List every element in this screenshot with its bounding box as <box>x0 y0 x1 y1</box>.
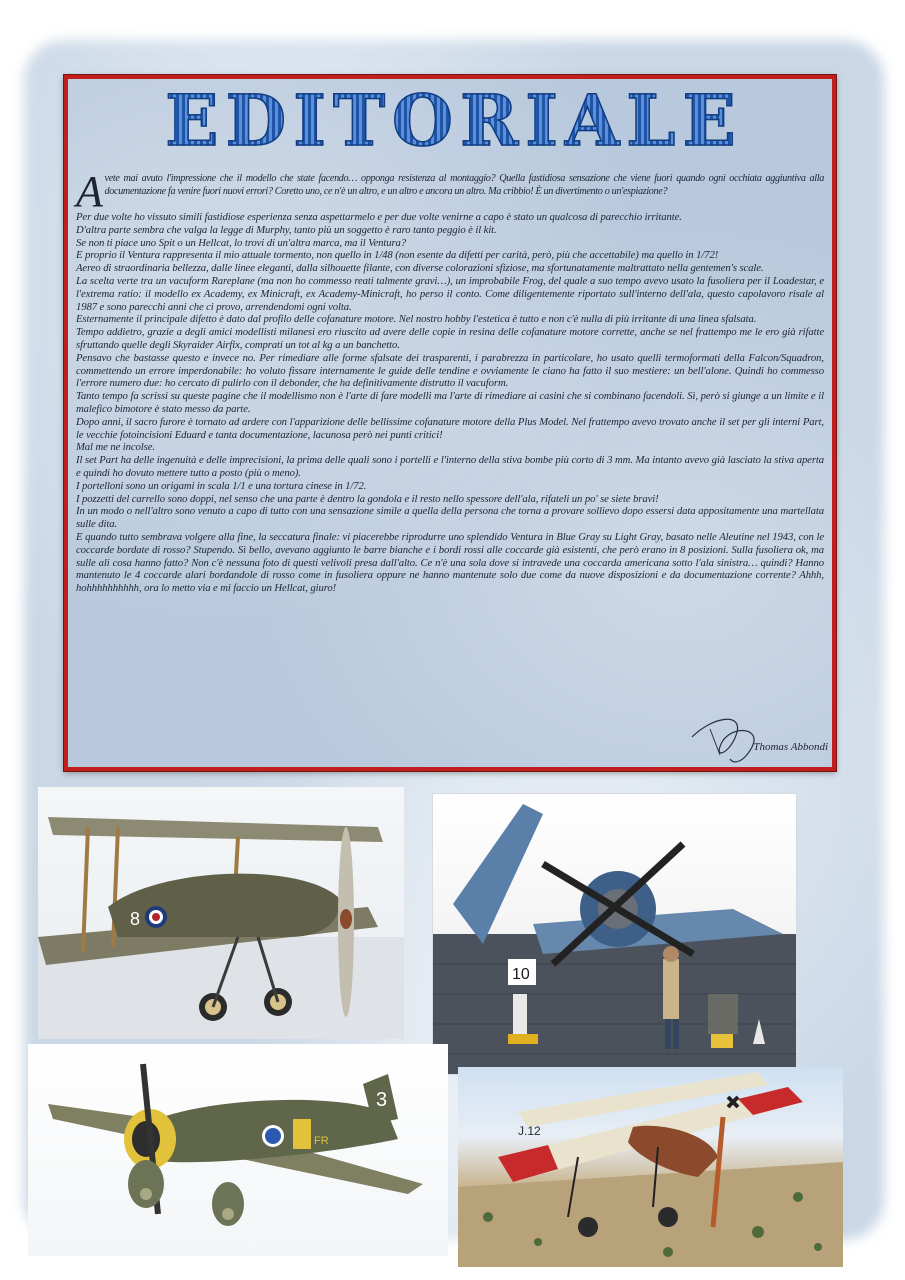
paragraph: Se non ti piace uno Spit o un Hellcat, lo trovi di un'altra marca, ma il Ventura? <box>76 236 407 249</box>
intro-text: vete mai avuto l'impressione che il modello che state facendo… opponga resistenza al montaggio? Quella fastidiosa sensazione che viene fuori quando ogni occhiata aggiuntiva alla documentazione fa venire fuori nuovi errori? Coretto uno, ce n'è un altro, e un altro e ancora un altro. Ma cribbio! È un divertimento o un'espiazione? <box>104 173 824 197</box>
paragraph: E proprio il Ventura rappresenta il mio attuale tormento, non quello in 1/48 (non esente da difetti per carità, però, più che accettabile) ma quello in 1/72! <box>76 249 719 262</box>
photo-corsair-diorama <box>432 793 797 1075</box>
paragraph: Dopo anni, il sacro furore è tornato ad ardere con l'apparizione delle bellissime cofanature motore della Plus Model. Nel frattempo avevo trovato anche il set per gli interni Part, le vecchie fotoincisioni Eduard e tanta documentazione, lacunosa però nei punti critici! <box>76 415 824 441</box>
corsair-diorama-icon <box>433 794 797 1075</box>
paragraph: I pozzetti del carrello sono doppi, nel senso che una parte è dentro la gondola e il resto nello spessore dell'ala, rifateli un po' se siete bravi! <box>76 492 659 505</box>
biplane-model-icon <box>38 787 404 1039</box>
paragraph: E quando tutto sembrava volgere alla fine, la seccatura finale: vi piacerebbe riprodurre uno splendido Ventura in Blue Gray su Light Gray, basato nelle Aleutine nel 1943, con le coccarde bordate di rosso? Stupendo. Sì bello, avevano aggiunto le barre bianche e i bordi rossi alle coccarde già esistenti, che però erano in 8 posizioni. Sulla fusoliera ok, ma sulle ali cosa hanno fatto? Non c'è nessuna foto di questi velivoli presa dall'alto. Ce n'è una sola dove si intravede una coccarda americana sotto l'ala sinistra… quindi? Hanno mantenuto le 4 coccarde alari bordandole di rosso come in fusoliera oppure ne hanno mantenute solo due come da nuove disposizioni e da documentazione corrente? Ahhh, hohhhhhhhhhh, ora lo metto via e mi faccio un Hellcat, giuro! <box>76 530 824 595</box>
paragraph: I portelloni sono un origami in scala 1/1 e una tortura cinese in 1/72. <box>76 479 367 492</box>
tail-number: 3 <box>376 1089 388 1111</box>
biplane-diorama-icon <box>458 1067 843 1267</box>
signature: Thomas Abbondi <box>753 741 828 753</box>
editorial-panel <box>64 75 836 771</box>
gear-number: 10 <box>512 966 530 983</box>
paragraph: Esternamente il principale difetto è dato dal profilo delle cofanature motore. Nel nostro hobby l'estetica è tutto e non c'è nulla di più irritante di una linea sfalsata. <box>76 313 757 326</box>
page-title: EDITORIALE <box>92 85 816 157</box>
signature-scribble-icon <box>682 707 772 767</box>
intro-paragraph <box>76 167 824 216</box>
fighter-model-icon <box>28 1044 448 1256</box>
fuselage-code: FR <box>314 1135 329 1147</box>
photo-biplane-model <box>38 787 404 1039</box>
paragraph: In un modo o nell'altro sono venuto a capo di tutto con una sensazione simile a quella della persona che torna a provare sollievo dopo essersi data appositamente una martellata sulle dita. <box>76 505 824 531</box>
paragraph: D'altra parte sembra che valga la legge di Murphy, tanto più un soggetto è raro tanto peggio è il kit. <box>76 223 497 236</box>
paragraph: Tanto tempo fa scrissi su queste pagine che il modellismo non è l'arte di fare modelli ma l'arte di rimediare ai casini che si combinano facendoli. Sì, però si giunge a un limite e il malefico bimotore è stato messo da parte. <box>76 390 824 415</box>
paragraph: Mal me ne incolse. <box>76 441 155 454</box>
paragraph: Per due volte ho vissuto simili fastidiose esperienza senza aspettarmelo e per due volte venirne a capo è stato un qualcosa di parecchio irritante. <box>76 211 682 223</box>
photo-fighter-model <box>28 1044 448 1256</box>
paragraph: La scelta verte tra un vacuform Rareplane (ma non ho commesso reati talmente gravi…), un improbabile Frog, del quale a suo tempo avevo usato la fusoliera per il Loadestar, e l'extrema ratio: il modello ex Academy, ex Minicraft, ex Academy-Minicraft, ho perso il conto. Come diligentemente riportato sull'interno dell'ala, questo capolavoro risale al 1987 e sono parecchi anni che ci provo, arrendendomi ogni volta. <box>76 274 824 313</box>
dropcap: A <box>76 167 103 216</box>
photo-biplane-diorama <box>458 1067 843 1267</box>
paragraph: Il set Part ha delle ingenuità e delle imprecisioni, la prima delle quali sono i portelli e l'interno della stiva bombe più corto di 3 mm. Ma intanto avevo già lasciato la stiva aperta e quindi ho dovuto mettere tutto a posto (più o meno). <box>76 454 824 479</box>
aircraft-code: J.12 <box>518 1124 541 1138</box>
editorial-text <box>76 167 824 595</box>
fuselage-code: 8 <box>130 909 141 929</box>
paragraph: Pensavo che bastasse questo e invece no. Per rimediare alle forme sfalsate dei trasparenti, i parabrezza in particolare, ho usato quelli termoformati della Falcon/Squadron, commettendo un errore imperdonabile: ho voluto fissare internamente le guide delle tendine e ovviamente le ciano ha fatto il suo mestiere: un bell'alone. Quindi ho commesso l'errore numero due: ho cercato di pulirlo con il debonder, che ha definitivamente distrutto il vacuform. <box>76 351 824 390</box>
paragraph: Aereo di straordinaria bellezza, dalle linee eleganti, dalla silhouette filante, con diverse colorazioni sfiziose, ma sfortunatamente maltrattato nella gentemen's scale. <box>76 262 764 275</box>
paragraph: Tempo addietro, grazie a degli amici modellisti milanesi ero riuscito ad avere delle copie in resina delle cofanature motore corrette, anche se nel frattempo me le ero già rifatte sfruttando quelle degli Skyraider Airfix, comprati un tot al kg a un banchetto. <box>76 326 824 351</box>
